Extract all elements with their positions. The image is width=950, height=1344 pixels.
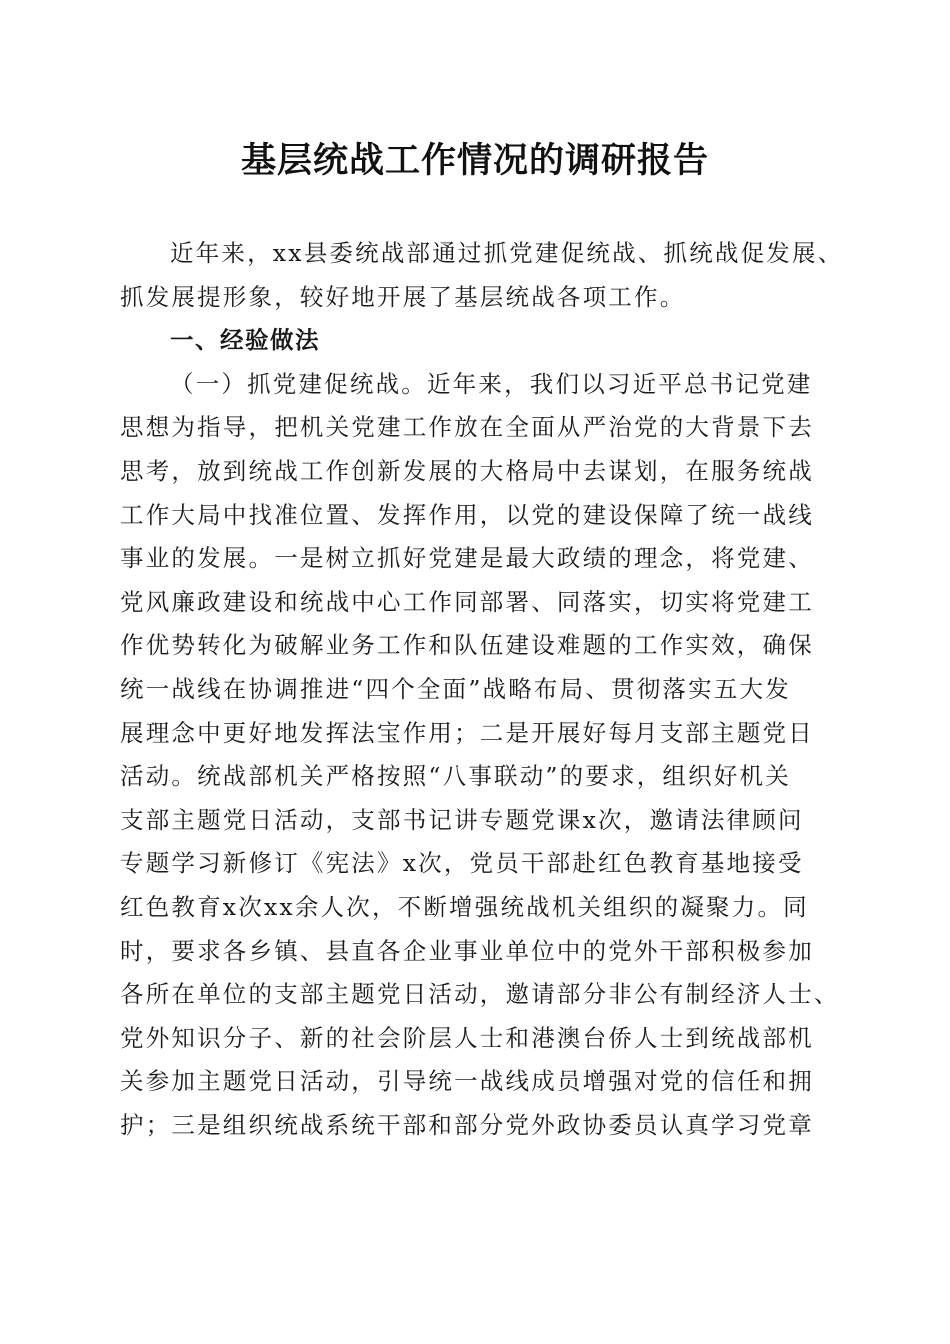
paragraph-line: 统一战线在协调推进“四个全面”战略布局、贯彻落实五大发 (120, 674, 791, 703)
paragraph-line: 思考，放到统战工作创新发展的大格局中去谋划，在服务统战 (120, 456, 814, 485)
paragraph-line: 展理念中更好地发挥法宝作用；二是开展好每月支部主题党日 (120, 718, 814, 747)
paragraph-line: 专题学习新修订《宪法》x次，党员干部赴红色教育基地接受 (120, 849, 804, 878)
paragraph-line: 时，要求各乡镇、县直各企业事业单位中的党外干部积极参加 (120, 936, 814, 965)
paragraph-line: 事业的发展。一是树立抓好党建是最大政绩的理念，将党建、 (120, 544, 814, 573)
paragraph-line: 近年来，xx县委统战部通过抓党建促统战、抓统战促发展、 (170, 239, 844, 267)
paragraph-line: 活动。统战部机关严格按照“八事联动”的要求，组织好机关 (120, 762, 791, 791)
paragraph-line: 工作大局中找准位置、发挥作用，以党的建设保障了统一战线 (120, 500, 814, 529)
paragraph-line: 思想为指导，把机关党建工作放在全面从严治党的大背景下去 (120, 413, 814, 442)
document-body (120, 232, 850, 1147)
paragraph-line: （一）抓党建促统战。近年来，我们以习近平总书记党建 (170, 369, 813, 398)
paragraph-line: 党风廉政建设和统战中心工作同部署、同落实，切实将党建工 (120, 587, 814, 616)
section-heading: 一、经验做法 (170, 326, 320, 355)
paragraph-line: 抓发展提形象，较好地开展了基层统战各项工作。 (120, 282, 686, 311)
document-title: 基层统战工作情况的调研报告 (240, 140, 709, 181)
paragraph-line: 支部主题党日活动，支部书记讲专题党课x次，邀请法律顾问 (120, 805, 804, 834)
paragraph-line: 作优势转化为破解业务工作和队伍建设难题的工作实效，确保 (120, 631, 814, 660)
paragraph-line: 各所在单位的支部主题党日活动，邀请部分非公有制经济人士、 (120, 980, 840, 1009)
paragraph-line: 党外知识分子、新的社会阶层人士和港澳台侨人士到统战部机 (120, 1023, 814, 1052)
paragraph-line: 关参加主题党日活动，引导统一战线成员增强对党的信任和拥 (120, 1067, 814, 1096)
paragraph-line: 红色教育x次xx余人次，不断增强统战机关组织的凝聚力。同 (120, 892, 809, 921)
paragraph-line: 护；三是组织统战系统干部和部分党外政协委员认真学习党章 (120, 1110, 814, 1139)
